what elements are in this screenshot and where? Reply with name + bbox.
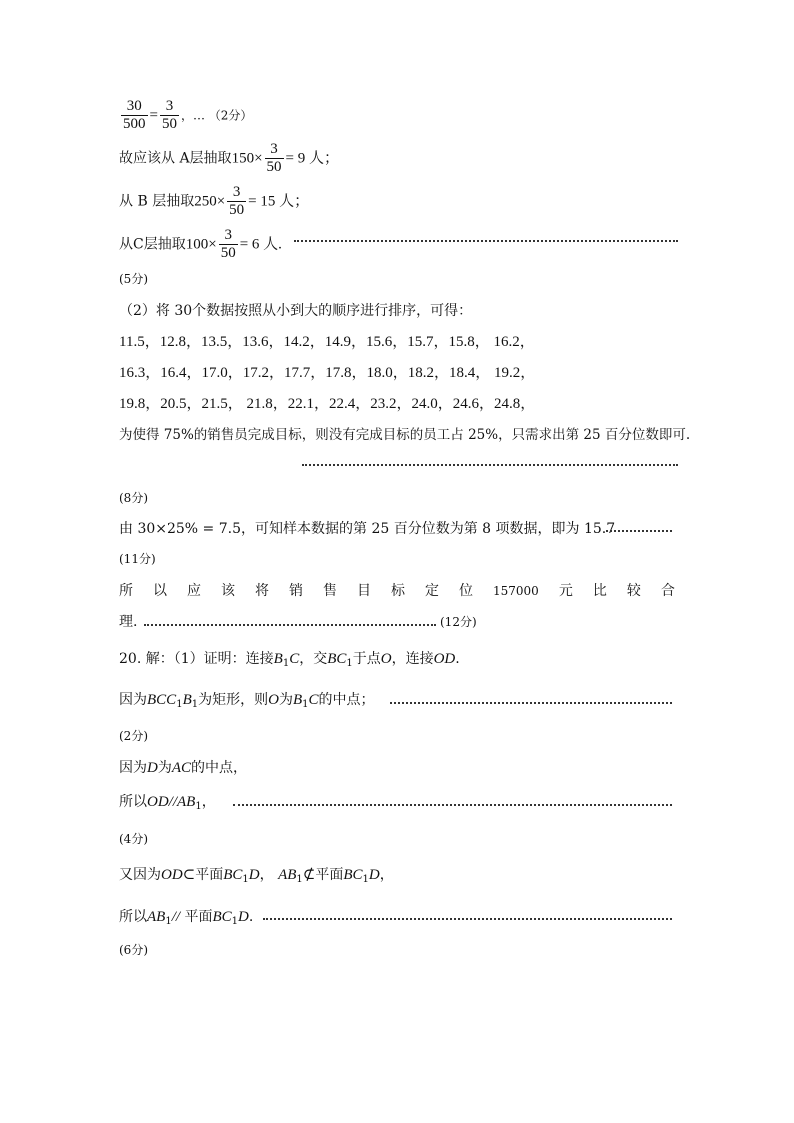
var: BC (223, 867, 243, 883)
text: 为 (278, 692, 293, 708)
var: B (273, 651, 283, 667)
score-label: (4分) (119, 832, 148, 846)
dotted-leader (233, 804, 672, 806)
spread-word: 定 (425, 583, 439, 599)
score-label: (12分) (440, 615, 477, 629)
score-label: (11分) (119, 552, 156, 566)
text: . (455, 651, 460, 667)
not-subset-symbol: ⊄ (302, 867, 316, 883)
parallel-symbol: // (168, 794, 178, 810)
var: C (308, 692, 319, 708)
denominator: 50 (220, 245, 236, 261)
percentile-calc (119, 520, 615, 538)
result: = 9 人； (285, 150, 339, 167)
var: B (292, 692, 303, 708)
var: BC (327, 651, 347, 667)
rectangle-midpoint (119, 691, 375, 709)
subscript: 1 (195, 801, 202, 812)
text: 为 (157, 760, 172, 776)
line-layer-a (119, 141, 339, 176)
q20-proof-start (119, 650, 460, 668)
text: 因为 (119, 760, 147, 776)
dotted-leader (606, 530, 672, 532)
text: 的中点， (191, 760, 248, 776)
parallel-symbol: // (171, 909, 181, 925)
denominator: 50 (161, 116, 177, 132)
fraction (219, 227, 238, 262)
text: 的中点； (318, 692, 375, 708)
text: ， (259, 867, 274, 883)
var: O (268, 692, 279, 708)
equals-sign: = (149, 107, 158, 124)
denominator: 50 (229, 202, 245, 218)
spread-word: 157000 (493, 584, 539, 598)
line-fraction-ratio (119, 98, 252, 133)
spread-word: 合 (660, 583, 675, 599)
subscript: 1 (302, 699, 309, 710)
var: BC (343, 867, 363, 883)
dotted-leader (390, 702, 672, 704)
subscript: 1 (282, 658, 290, 669)
subscript: 1 (165, 916, 172, 927)
text: 为矩形，则 (198, 692, 269, 708)
spread-word: 应 (187, 583, 201, 599)
text: ， (201, 794, 216, 810)
text: ，连接 (391, 651, 434, 667)
subscript: 1 (346, 658, 353, 669)
subscript: 1 (362, 874, 369, 885)
line-layer-b (119, 184, 309, 219)
numerator: 3 (265, 141, 284, 159)
var: D (147, 760, 158, 776)
var: B (182, 692, 192, 708)
var: BCC (147, 692, 177, 708)
var: OD (147, 794, 169, 810)
var: D (248, 867, 260, 883)
spread-word: 比 (592, 583, 607, 599)
text: 平面 (195, 867, 224, 883)
data-row-1: 11.5，12.8，13.5，13.6，14.2，14.9，15.6，15.7，15.8， 16.2， (119, 334, 535, 350)
sort-instruction: （2）将 30个数据按照从小到大的顺序进行排序，可得： (119, 303, 473, 319)
spread-word: 所 (119, 583, 133, 599)
result: = 15 人； (248, 193, 310, 210)
spread-word: 以 (153, 583, 167, 599)
od-parallel (119, 793, 216, 811)
spread-word: 标 (391, 583, 405, 599)
math-number: 100× (185, 236, 217, 253)
spread-word: 位 (459, 583, 473, 599)
text: 理. (119, 614, 138, 630)
numerator: 3 (160, 98, 179, 116)
text: 平面 (315, 867, 344, 883)
numerator: 3 (227, 184, 246, 202)
math-number: 150× (231, 150, 263, 167)
question-number: 20. (119, 651, 142, 667)
var: D (238, 909, 249, 925)
subset-symbol: ⊂ (182, 867, 196, 883)
subscript: 1 (176, 699, 183, 710)
var: OD (161, 867, 183, 883)
score-label: (8分) (119, 491, 148, 505)
dotted-leader (263, 918, 672, 920)
data-row-3: 19.8，20.5，21.5， 21.8，22.1，22.4，23.2，24.0，24.6，24.8， (119, 396, 536, 412)
spread-word: 该 (221, 583, 235, 599)
fraction (227, 184, 246, 219)
var: OD (433, 651, 456, 667)
spread-word: 目 (357, 583, 371, 599)
subscript: 1 (296, 874, 303, 885)
var: AB (278, 867, 297, 883)
dotted-leader (294, 240, 678, 242)
score-label: (5分) (119, 272, 148, 286)
subscript: 1 (242, 874, 249, 885)
var: AB (147, 909, 166, 925)
var: O (380, 651, 392, 667)
denominator: 50 (266, 159, 282, 175)
spread-word: 将 (255, 583, 269, 599)
var: D (368, 867, 380, 883)
fraction-30-500 (121, 98, 148, 133)
text: 所以 (119, 794, 147, 810)
text: ， (379, 867, 394, 883)
text: 解：（1）证明：连接 (145, 651, 274, 667)
text: 故应该从 A层抽取 (119, 150, 232, 167)
var: AB (177, 794, 196, 810)
score-label: (6分) (119, 943, 148, 957)
text: 由 30×25% = 7.5，可知样本数据的第 25 百分位数为第 8 项数据，即为 15.7 (119, 521, 616, 537)
fraction (265, 141, 284, 176)
line-tail: ，… （2分） (180, 108, 253, 123)
text: 又因为 (119, 867, 161, 883)
var: BC (212, 909, 232, 925)
subset-condition (119, 866, 394, 884)
conclusion-end (119, 613, 137, 631)
text: 所以 (119, 909, 147, 925)
dotted-leader (144, 624, 436, 626)
text: . (248, 909, 254, 925)
text: ，交 (299, 651, 328, 667)
var: AC (171, 760, 192, 776)
conclusion-spread-line (119, 582, 675, 600)
text: 平面 (180, 909, 213, 925)
spread-word: 元 (558, 583, 573, 599)
text: 从 B 层抽取 (119, 193, 195, 210)
result: = 6 人. (239, 236, 282, 253)
text: 从C层抽取 (119, 236, 186, 253)
subscript: 1 (231, 916, 239, 927)
text: 于点 (352, 651, 381, 667)
numerator: 3 (219, 227, 238, 245)
spread-word: 较 (626, 583, 641, 599)
line-plane-parallel (119, 908, 253, 926)
denominator: 500 (123, 116, 146, 132)
data-row-2: 16.3，16.4，17.0，17.2，17.7，17.8，18.0，18.2，18.4， 19.2， (119, 365, 536, 381)
text: 因为 (119, 692, 147, 708)
spread-word: 销 (289, 583, 303, 599)
subscript: 1 (191, 699, 199, 710)
percentile-reasoning: 为使得 75%的销售员完成目标，则没有完成目标的员工占 25%，只需求出第 25 百分位数即可. (119, 427, 691, 443)
math-number: 250× (194, 193, 226, 210)
dotted-leader (302, 464, 678, 466)
var: C (289, 651, 300, 667)
spread-word: 售 (323, 583, 337, 599)
d-midpoint (119, 759, 247, 777)
fraction-3-50 (160, 98, 179, 133)
score-label: (2分) (119, 729, 148, 743)
numerator: 30 (121, 98, 148, 116)
line-layer-c (119, 227, 282, 262)
